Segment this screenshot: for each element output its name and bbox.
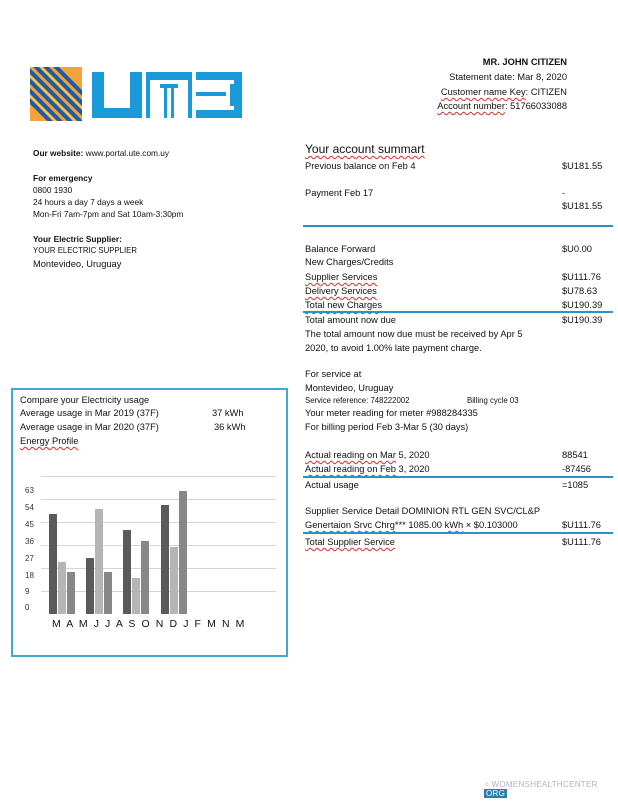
generation-charge-label-b: *** 1085.00 xyxy=(394,520,445,530)
total-due-label: Total amount now due xyxy=(305,315,396,325)
supplier-name: YOUR ELECTRIC SUPPLIER xyxy=(33,246,137,255)
usage-2020-value: 36 kWh xyxy=(214,422,246,432)
total-new-charges-value: $U190.39 xyxy=(562,300,603,310)
customer-name-key-value: : CITIZEN xyxy=(525,87,567,97)
new-charges-label: New Charges/Credits xyxy=(305,257,394,267)
previous-reading-label xyxy=(305,464,430,474)
divider-line xyxy=(303,476,613,478)
ute-logo-icon xyxy=(30,67,244,121)
chart-bar xyxy=(67,572,75,614)
actual-usage-value: =1085 xyxy=(562,480,589,490)
usage-2019-value: 37 kWh xyxy=(212,408,244,418)
chart-bar xyxy=(141,541,149,614)
supplier-title: Your Electric Supplier: xyxy=(33,234,122,244)
payment-value: $U181.55 xyxy=(562,201,603,211)
previous-reading-label-b: 3, 2020 xyxy=(395,464,430,474)
y-tick: 36 xyxy=(25,537,34,546)
account-number-value: : 51766033088 xyxy=(504,101,567,111)
account-number xyxy=(437,101,567,111)
chart-bar xyxy=(104,572,112,614)
website xyxy=(33,148,169,158)
footer-watermark xyxy=(484,780,618,798)
chart-bar xyxy=(179,491,187,614)
y-tick: 45 xyxy=(25,520,34,529)
billing-period: For billing period Feb 3-Mar 5 (30 days) xyxy=(305,422,469,432)
usage-2020-label: Average usage in Mar 2020 (37F) xyxy=(20,422,159,432)
delivery-services-label: Delivery Services xyxy=(305,286,377,296)
service-location: Montevideo, Uruguay xyxy=(305,383,394,393)
supplier-city: Montevideo, Uruguay xyxy=(33,259,122,269)
generation-charge-label-a: Genertaion Srvc Chrg xyxy=(305,520,395,530)
due-note-line1: The total amount now due must be received by Apr 5 xyxy=(305,329,523,339)
generation-charge-unit: kWh xyxy=(444,520,464,530)
y-tick: 54 xyxy=(25,503,34,512)
payment-sign: - xyxy=(562,188,566,198)
previous-balance-value: $U181.55 xyxy=(562,161,603,171)
website-label: Our website: xyxy=(33,148,84,158)
supplier-detail-title: Supplier Service Detail DOMINION RTL GEN SVC/CL&P xyxy=(305,506,541,516)
supplier-services-label: Supplier Services xyxy=(305,272,378,282)
y-tick: 27 xyxy=(25,554,34,563)
meter-reading: Your meter reading for meter #988284335 xyxy=(305,408,478,418)
y-tick: 18 xyxy=(25,571,34,580)
y-tick: 9 xyxy=(25,587,30,596)
emergency-phone: 0800 1930 xyxy=(33,185,73,195)
watermark-dots-icon: ⁖ xyxy=(484,780,489,789)
divider-line xyxy=(303,532,613,534)
chart-bar xyxy=(95,509,103,614)
chart-plot-area xyxy=(40,476,276,614)
chart-bar xyxy=(58,562,66,614)
supplier-services-value: $U111.76 xyxy=(562,272,601,282)
ute-logo xyxy=(30,67,244,121)
generation-charge-rate: × $0.103000 xyxy=(463,520,518,530)
due-note-line2: 2020, to avoid 1.00% late payment charge. xyxy=(305,343,482,353)
x-axis-labels: M A M J J A S O N D J F M N M xyxy=(52,618,246,630)
previous-balance-label: Previous balance on Feb 4 xyxy=(305,161,416,171)
y-tick: 0 xyxy=(25,603,30,612)
total-supplier-label: Total Supplier Service xyxy=(305,537,395,547)
payment-label: Payment Feb 17 xyxy=(305,188,374,198)
usage-2019-label: Average usage in Mar 2019 (37F) xyxy=(20,408,159,418)
previous-reading-value: -87456 xyxy=(562,464,591,474)
customer-name-key-label: Customer name Key xyxy=(440,87,526,97)
chart-bar xyxy=(170,547,178,614)
account-number-label: Account number xyxy=(437,101,505,111)
divider-line xyxy=(303,225,613,227)
generation-charge-value: $U111.76 xyxy=(562,520,601,530)
service-reference xyxy=(305,396,409,405)
billing-cycle: Billing cycle 03 xyxy=(467,396,519,405)
balance-forward-label: Balance Forward xyxy=(305,244,376,254)
watermark-org-badge: ORG xyxy=(486,789,506,798)
chart-bar xyxy=(161,505,169,614)
delivery-services-value: $U78.63 xyxy=(562,286,598,296)
chart-bar xyxy=(86,558,94,614)
generation-charge-label xyxy=(305,520,518,530)
current-reading-label-a: Actual reading on Mar xyxy=(305,450,396,460)
previous-reading-label-a: Actual reading on Feb xyxy=(305,464,396,474)
actual-usage-label: Actual usage xyxy=(305,480,359,490)
service-reference-label: Service reference xyxy=(305,396,367,405)
summary-title: Your account summart xyxy=(305,142,425,156)
emergency-schedule: Mon-Fri 7am-7pm and Sat 10am-3:30pm xyxy=(33,209,184,219)
usage-compare-title: Compare your Electricity usage xyxy=(20,395,150,405)
total-new-charges-label: Total new Charges xyxy=(305,300,382,310)
balance-forward-value: $U0.00 xyxy=(562,244,592,254)
website-link[interactable]: www.portal.ute.com.uy xyxy=(83,148,170,158)
chart-bar xyxy=(132,578,140,614)
current-reading-label-b: 5, 2020 xyxy=(395,450,430,460)
customer-name-key xyxy=(441,87,567,97)
customer-name: MR. JOHN CITIZEN xyxy=(482,57,567,67)
watermark-text: WOMENSHEALTHCENTER xyxy=(491,780,598,789)
chart-bar xyxy=(123,530,131,614)
service-reference-value: : 748222002 xyxy=(366,396,410,405)
total-supplier-value: $U111.76 xyxy=(562,537,601,547)
current-reading-value: 88541 xyxy=(562,450,588,460)
emergency-hours: 24 hours a day 7 days a week xyxy=(33,197,144,207)
statement-date: Statement date: Mar 8, 2020 xyxy=(449,72,567,82)
current-reading-label xyxy=(305,450,430,460)
energy-profile-label: Energy Profile xyxy=(20,436,79,446)
y-tick: 63 xyxy=(25,486,34,495)
divider-line xyxy=(303,311,613,313)
emergency-title: For emergency xyxy=(33,173,93,183)
total-due-value: $U190.39 xyxy=(562,315,603,325)
chart-bar xyxy=(49,514,57,614)
service-at-label: For service at xyxy=(305,369,362,379)
